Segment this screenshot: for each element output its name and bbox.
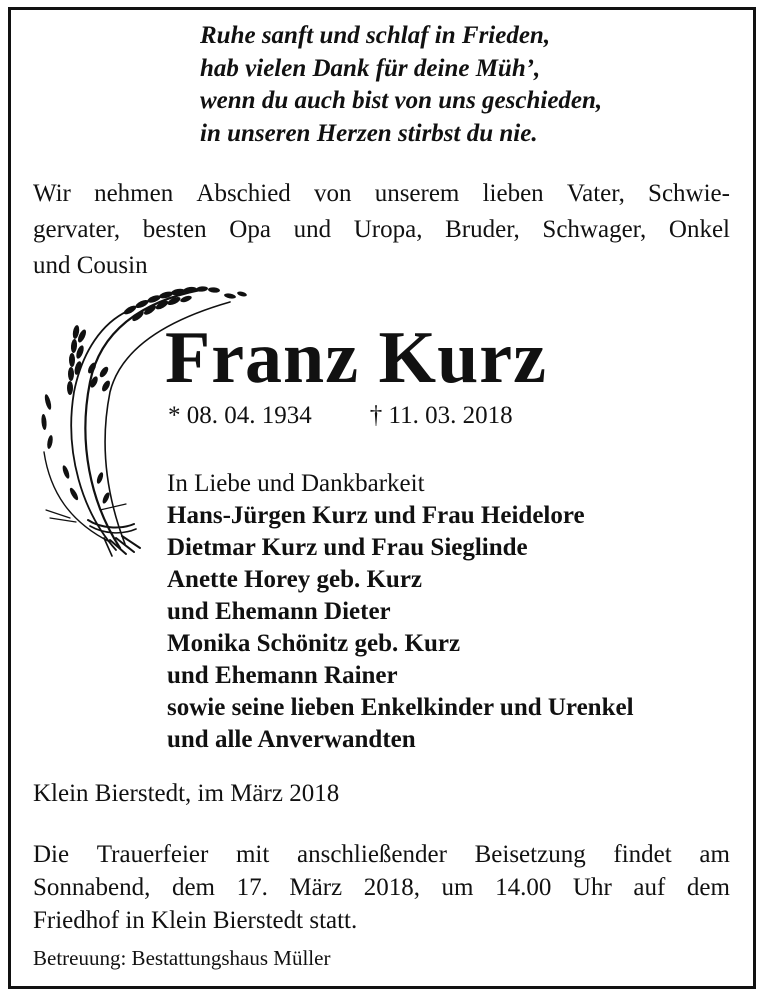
mourner-line: Hans-Jürgen Kurz und Frau Heidelore	[167, 502, 585, 529]
word: Abschied	[196, 180, 291, 207]
farewell-line	[33, 176, 730, 212]
word: lieben	[482, 180, 544, 207]
word: Schwager,	[542, 216, 647, 243]
word: März	[289, 874, 343, 901]
word: Vater,	[566, 180, 625, 207]
farewell-line: und Cousin	[33, 252, 148, 279]
funeral-info	[33, 838, 730, 937]
mourner-line: Anette Horey geb. Kurz	[167, 566, 423, 593]
word: Die	[33, 841, 70, 868]
word: Onkel	[668, 216, 730, 243]
word: von	[314, 180, 352, 207]
life-dates	[168, 400, 513, 432]
poem-line: Ruhe sanft und schlaf in Frieden,	[200, 22, 551, 49]
word: und	[293, 216, 332, 243]
word: nehmen	[94, 180, 174, 207]
farewell-line	[33, 212, 730, 248]
mourner-line: Dietmar Kurz und Frau Sieglinde	[167, 534, 528, 561]
death-date: † 11. 03. 2018	[369, 402, 513, 429]
word: gervater,	[33, 216, 121, 243]
word: 2018,	[363, 874, 420, 901]
word: Trauerfeier	[96, 841, 209, 868]
mourner-line: sowie seine lieben Enkelkinder und Urenkel	[167, 694, 634, 721]
word: um	[441, 874, 474, 901]
funeral-home-credit: Betreuung: Bestattungshaus Müller	[33, 946, 331, 970]
word: auf	[633, 874, 666, 901]
poem-line: hab vielen Dank für deine Müh’,	[200, 54, 541, 82]
mourner-line: Monika Schönitz geb. Kurz	[167, 630, 461, 657]
poem-line: wenn du auch bist von uns geschieden,	[200, 87, 603, 114]
birth-date: * 08. 04. 1934	[168, 402, 312, 429]
word: Sonnabend,	[33, 874, 151, 901]
word: Schwie-	[648, 180, 730, 207]
word: Wir	[33, 180, 71, 207]
farewell-intro	[33, 176, 730, 284]
deceased-name: Franz Kurz	[165, 317, 547, 399]
funeral-line: Friedhof in Klein Bierstedt statt.	[33, 907, 358, 934]
word: unserem	[374, 180, 460, 207]
mourner-line: und Ehemann Rainer	[167, 662, 398, 689]
poem-line: in unseren Herzen stirbst du nie.	[200, 119, 538, 147]
funeral-line	[33, 871, 730, 904]
word: Bruder,	[445, 216, 520, 243]
mourner-line: und alle Anverwandten	[167, 726, 416, 753]
word: am	[699, 841, 730, 868]
mourners-intro: In Liebe und Dankbarkeit	[167, 470, 425, 497]
word: mit	[235, 841, 270, 868]
word: Beisetzung	[474, 841, 586, 868]
poem	[200, 20, 602, 150]
word: Opa	[229, 216, 271, 243]
word: Uropa,	[353, 216, 423, 243]
funeral-line	[33, 838, 730, 871]
word: findet	[613, 841, 672, 868]
mourner-line: und Ehemann Dieter	[167, 598, 391, 625]
word: dem	[686, 874, 730, 901]
word: 14.00	[495, 874, 552, 901]
word: anschließender	[297, 841, 447, 868]
place-and-date: Klein Bierstedt, im März 2018	[33, 780, 340, 807]
word: 17.	[236, 874, 268, 901]
word: besten	[142, 216, 207, 243]
word: dem	[171, 874, 215, 901]
mourners-block	[167, 468, 634, 756]
word: Uhr	[572, 874, 612, 901]
